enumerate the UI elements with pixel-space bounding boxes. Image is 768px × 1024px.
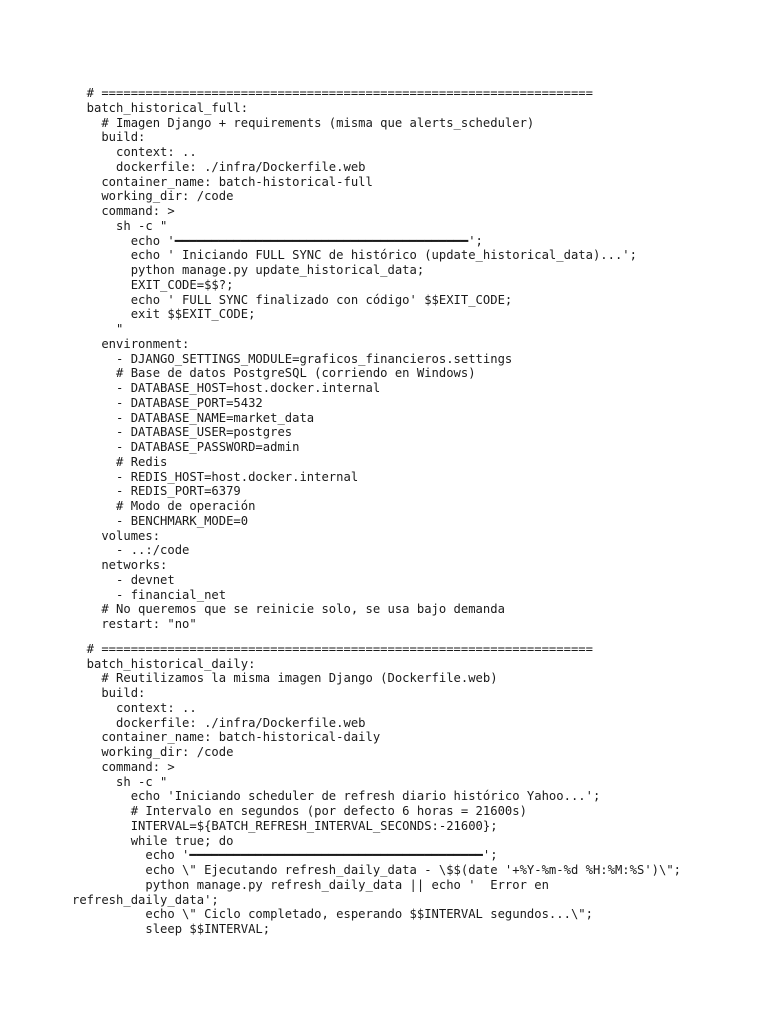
code-line: volumes: [72, 528, 161, 543]
code-line: - REDIS_PORT=6379 [72, 484, 241, 499]
code-line: - DATABASE_HOST=host.docker.internal [72, 381, 381, 395]
code-line: working_dir: /code [72, 745, 234, 759]
code-line: command: > [72, 204, 175, 218]
code-line: - ..:/code [72, 543, 190, 558]
code-line: while true; do [72, 833, 234, 848]
code-line: " [72, 322, 124, 336]
code-line: # Reutilizamos la misma imagen Django (Dockerfile.web) [72, 671, 498, 686]
code-line: dockerfile: ./infra/Dockerfile.web [72, 715, 366, 730]
code-line: - BENCHMARK_MODE=0 [72, 513, 249, 528]
code-line: restart: "no" [72, 617, 197, 631]
code-line: echo \" Ejecutando refresh_daily_data - \$$(date '+%Y-%m-%d %H:%M:%S')\"; [72, 863, 682, 877]
code-line: echo 'Iniciando scheduler de refresh diario histórico Yahoo...'; [72, 789, 601, 804]
code-line: - DJANGO_SETTINGS_MODULE=graficos_financieros.settings [72, 351, 513, 366]
code-line: - REDIS_HOST=host.docker.internal [72, 469, 359, 484]
code-line: batch_historical_full: [72, 100, 249, 115]
code-line: echo '━━━━━━━━━━━━━━━━━━━━━━━━━━━━━━━━━━━━━━━━'; [72, 233, 483, 248]
code-line: python manage.py refresh_daily_data || echo ' Error en [72, 877, 549, 892]
code-line: echo '━━━━━━━━━━━━━━━━━━━━━━━━━━━━━━━━━━━━━━━━'; [72, 848, 498, 863]
code-line: echo ' FULL SYNC finalizado con código' $$EXIT_CODE; [72, 292, 513, 307]
code-line: # Imagen Django + requirements (misma que alerts_scheduler) [72, 115, 535, 130]
code-line: # =================================================================== [72, 641, 593, 656]
code-line: # Intervalo en segundos (por defecto 6 horas = 21600s) [72, 804, 527, 818]
code-line: command: > [72, 759, 175, 774]
code-line: refresh_daily_data'; [72, 892, 219, 907]
code-line: sh -c " [72, 774, 168, 789]
block-separator [72, 632, 681, 642]
code-line: container_name: batch-historical-daily [72, 730, 381, 745]
code-line: environment: [72, 336, 190, 351]
code-line: batch_historical_daily: [72, 656, 256, 671]
code-line: - DATABASE_PORT=5432 [72, 395, 263, 410]
code-line: sleep $$INTERVAL; [72, 922, 271, 936]
code-line: networks: [72, 558, 168, 572]
code-line: echo \" Ciclo completado, esperando $$INTERVAL segundos...\"; [72, 907, 593, 922]
code-line: - financial_net [72, 587, 227, 602]
code-line: exit $$EXIT_CODE; [72, 307, 256, 322]
code-line: dockerfile: ./infra/Dockerfile.web [72, 159, 366, 174]
code-line: # Base de datos PostgreSQL (corriendo en Windows) [72, 366, 476, 381]
code-line: EXIT_CODE=$$?; [72, 277, 234, 292]
code-line: build: [72, 130, 146, 145]
code-line: working_dir: /code [72, 189, 234, 204]
code-line: INTERVAL=${BATCH_REFRESH_INTERVAL_SECONDS:-21600}; [72, 818, 498, 833]
code-line: sh -c " [72, 218, 168, 233]
code-line: - DATABASE_USER=postgres [72, 425, 293, 440]
code-line: - devnet [72, 572, 175, 587]
code-listing [72, 86, 681, 937]
code-line: context: .. [72, 145, 197, 159]
code-line: - DATABASE_NAME=market_data [72, 410, 315, 425]
code-line: container_name: batch-historical-full [72, 174, 373, 189]
code-line: build: [72, 686, 146, 700]
code-line: # =================================================================== [72, 86, 593, 100]
code-line: python manage.py update_historical_data; [72, 263, 425, 277]
code-line: # No queremos que se reinicie solo, se usa bajo demanda [72, 602, 505, 617]
code-line: context: .. [72, 700, 197, 715]
code-line: echo ' Iniciando FULL SYNC de histórico (update_historical_data)...'; [72, 248, 637, 263]
code-line: # Redis [72, 454, 168, 469]
code-line: # Modo de operación [72, 499, 256, 513]
code-line: - DATABASE_PASSWORD=admin [72, 440, 300, 454]
